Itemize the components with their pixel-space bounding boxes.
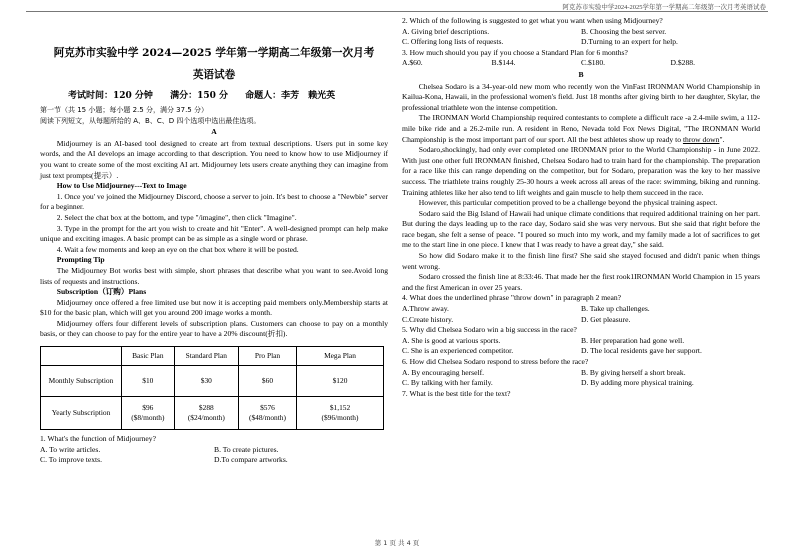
passage-b-p2-text: The IRONMAN World Championship required contestants to complete a difficult race -a 2.4-mile swim, a 112-mile bike ride and a 26.2-mile run. A resident in Reno, Nevada told Fox News Digital, "The IRONMAN World Championship is the most important part of our sport. All the best athletes show up ready to [402,113,760,144]
question-1-stem: 1. What's the function of Midjourney? [40,434,156,444]
option: D. The local residents gave her support. [581,346,702,356]
yearly-price: $288 [198,403,214,413]
passage-a-letter: A [211,127,217,137]
passage-a-heading-plans: Subscription（订购）Plans [56,287,147,297]
passage-b-p1: Chelsea Sodaro is a 34-year-old new mom who recently won the VinFast IRONMAN World Championship in Kailua-Kona, Hawaii, in the professional women's field. Just 18 months after giving birth to her daughter, Skylar, the professional triathlete won the intense competition. [402,81,760,112]
table-cell [122,397,175,430]
right-column [402,16,760,399]
table-header-row [41,347,384,366]
yearly-per-month: ($24/month) [187,413,225,423]
yearly-price: $96 [142,403,154,413]
passage-b-p2-tail: ". [719,134,725,144]
passage-a-intro: Midjourney is an AI-based tool designed to create art from textual descriptions. Users put in some key words, and the AI develops an image according to that description. You need to know how to use Midjourney if you want to create some of the most exciting AI art. Midjourney lets users create anything they can imagine from just text prompts(提示）. [40,138,388,180]
option: C. To improve texts. [40,455,102,465]
table-row [41,366,384,397]
question-6-options-row [402,368,760,379]
passage-b-p7: Sodaro crossed the finish line at 8:33:46. That made her the first rook1IRONMAN World Champion in 15 years and the first American in over 25 years. [402,272,760,292]
exam-subtitle: 英语试卷 [192,69,236,81]
passage-a-plans-p1: Midjourney once offered a free limited use but now it is accepting paid members only.Membership starts at $10 for the basic plan, which will get you around 200 image works a month. [40,297,388,318]
option: D. Get pleasure. [581,314,631,324]
yearly-per-month: ($48/month) [249,413,286,423]
question-6-stem: 6. How did Chelsea Sodaro respond to stress before the race? [402,357,589,366]
option: C.$180. [581,58,606,68]
table-row-label: Yearly Subscription [41,397,122,430]
option: B.$144. [491,58,516,68]
table-cell [238,397,296,430]
table-row [41,397,384,430]
question-6-options-row [402,378,760,389]
passage-b-letter: B [578,69,584,79]
option: D.Turning to an expert for help. [581,37,678,47]
question-5-options-row [402,336,760,347]
passage-a-heading-tip: Prompting Tip [56,255,105,265]
table-row-label: Monthly Subscription [41,366,122,397]
exam-meta [68,90,388,103]
table-cell [174,397,238,430]
passage-b-p2 [402,113,760,145]
passage-b-p3: Sodaro,shockingly, had only ever completed one IRONMAN prior to the World Championship - in June 2022. With just one other full IRONMAN finished, Chelsea Sodaro had to train hard for the championship. The preparation for a race like this can range depending on the competitor, but for Sodaro, preparation was the key to her massive success. The triathlete trains roughly 25-30 hours a week across all areas of the race: swimming, biking and running. Training athletes like her also tend to lift weights and gain muscle to help them succeed in the race. [402,145,760,197]
subscription-table [40,346,384,430]
table-header-cell [41,347,122,366]
passage-a-heading-howto: How to Use Midjourney---Text to Image [56,181,187,191]
left-column [40,16,388,466]
option: C. Offering long lists of requests. [402,37,504,47]
exam-title: 阿克苏市实验中学 2024—2025 学年第一学期高二年级第一次月考 [53,47,375,59]
question-4-options-row [402,304,760,315]
passage-a-step-3: 3. Type in the prompt for the art you wish to create and hit "Enter". A well-designed prompt can help make unique and exciting images. A basic prompt can be as simple as a single word or phrase. [40,223,388,244]
table-cell: $10 [122,366,175,397]
option: B. Take up challenges. [581,304,650,314]
option: C. By talking with her family. [402,378,493,388]
underlined-phrase: throw down [682,134,720,144]
option: A.$60. [402,58,423,68]
option: A. By encouraging herself. [402,367,485,377]
question-2-options-row [402,37,760,48]
section-heading: 第一节（共 15 小题；每小题 2.5 分，满分 37.5 分） [40,106,208,114]
exam-score: 满分：150 分 [170,91,228,101]
passage-a-step-1: 1. Once you' ve joined the Midjourney Discord, choose a server to join. It's best to choose a "Newbie" server for a beginner. [40,191,388,212]
table-cell: $120 [297,366,384,397]
passage-a-step-4: 4. Wait a few moments and keep an eye on the chat box where it will be posted. [56,244,299,254]
table-cell: $60 [238,366,296,397]
table-cell: $30 [174,366,238,397]
passage-b-p5: Sodaro said the Big Island of Hawaii had unique climate conditions that required additional training on her part. But during the days leading up to the race day, Sodaro said she was very nervous. But she said that right before the race began, she felt a sense of peace. "I poured so much into my work, and my family made a lot of sacrifices to get me to the start line in one piece. I knew that I was ready to have a great day," she said. [402,208,760,250]
option: B. Choosing the best server. [581,26,667,36]
option: A. To write articles. [40,444,101,454]
option: B. To create pictures. [214,444,279,454]
question-3-stem: 3. How much should you pay if you choose a Standard Plan for 6 months? [402,47,628,57]
table-header-cell: Pro Plan [238,347,296,366]
table-header-cell: Mega Plan [297,347,384,366]
passage-a-tip: The Midjourney Bot works best with simple, short phrases that describe what you want to see.Avoid long lists of requests and instructions. [40,265,388,286]
option: B. Her preparation had gone well. [581,335,685,345]
question-4-options-row [402,315,760,326]
yearly-price: $1,152 [329,403,351,413]
option: D.To compare artworks. [214,455,288,465]
option: A. Giving brief descriptions. [402,26,490,36]
question-5-options-row [402,346,760,357]
passage-a-plans-p2: Midjourney offers four different levels of subscription plans. Customers can choose to pay on a monthly basis, or they can choose to pay for the entire year to have a 20% discount(折扣). [40,318,388,339]
question-4-stem: 4. What does the underlined phrase "throw down" in paragraph 2 mean? [402,293,622,303]
table-cell [297,397,384,430]
yearly-per-month: ($96/month) [321,413,359,423]
section-instruction: 阅读下列短文，从每题所给的 A、B、C、D 四个选项中选出最佳选项。 [40,116,261,125]
option: D.$288. [670,58,695,68]
table-header-cell: Basic Plan [122,347,175,366]
option: C.Create history. [402,314,454,324]
page-number: 第 1 页 共 4 页 [374,539,420,547]
option: C. She is an experienced competitor. [402,346,514,356]
option: A.Throw away. [402,304,449,314]
yearly-per-month: ($8/month) [131,413,165,423]
question-1-options-row [40,445,388,456]
question-1-options-row [40,455,388,466]
header-rule [26,11,768,12]
option: B. By giving herself a short break. [581,367,686,377]
passage-b-p6: So how did Sodaro make it to the finish line first? She said she stayed focused and didn't panic when things went wrong. [402,251,760,271]
exam-setter: 命题人：李芳 赖光英 [245,91,336,101]
question-3-options-row [402,58,760,69]
question-2-stem: 2. Which of the following is suggested to get what you want when using Midjourney? [402,16,663,25]
table-header-cell: Standard Plan [174,347,238,366]
passage-a-step-2: 2. Select the chat box at the bottom, and type "/imagine", then click "Imagine". [56,212,297,222]
running-header: 阿克苏市实验中学2024-2025学年第一学期高二年级第一次月考英语试卷 [562,4,766,11]
question-5-stem: 5. Why did Chelsea Sodaro win a big success in the race? [402,325,577,335]
option: A. She is good at various sports. [402,335,501,345]
question-2-options-row [402,27,760,38]
exam-time: 考试时间：120 分钟 [68,91,153,101]
yearly-price: $576 [260,403,275,413]
question-7-stem: 7. What is the best title for the text? [402,388,511,398]
passage-b-p4: However, this particular competition proved to be a challenge beyond the physical training aspect. [418,198,718,208]
option: D. By adding more physical training. [581,378,694,388]
